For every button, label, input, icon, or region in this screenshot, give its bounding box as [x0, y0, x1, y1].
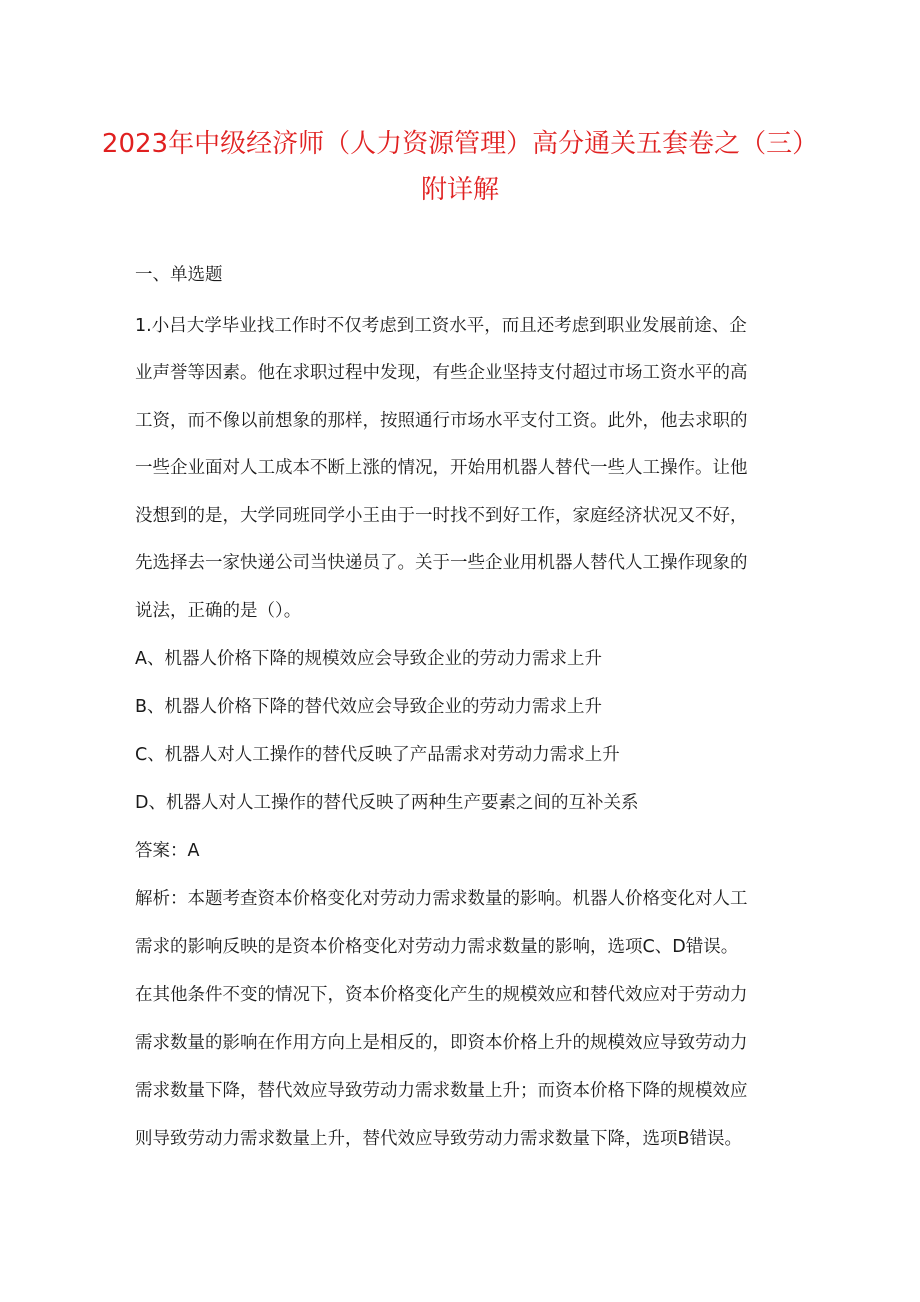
answer: 答案：A	[135, 841, 200, 861]
option-a: A、机器人价格下降的规模效应会导致企业的劳动力需求上升	[135, 649, 602, 669]
question-text-line: 一些企业面对人工成本不断上涨的情况，开始用机器人替代一些人工操作。让他	[135, 458, 748, 478]
option-d: D、机器人对人工操作的替代反映了两种生产要素之间的互补关系	[135, 793, 639, 813]
option-c: C、机器人对人工操作的替代反映了产品需求对劳动力需求上升	[135, 745, 620, 765]
analysis-line: 解析：本题考查资本价格变化对劳动力需求数量的影响。机器人价格变化对人工	[135, 889, 748, 909]
question-text-line: 先选择去一家快递公司当快递员了。关于一些企业用机器人替代人工操作现象的	[135, 553, 748, 573]
analysis-line: 需求数量下降，替代效应导致劳动力需求数量上升；而资本价格下降的规模效应	[135, 1081, 748, 1101]
document-title-line2: 附详解	[420, 175, 499, 205]
question-text-line: 1.小吕大学毕业找工作时不仅考虑到工资水平，而且还考虑到职业发展前途、企	[135, 316, 747, 336]
document-title: 2023年中级经济师（人力资源管理）高分通关五套卷之（三）	[101, 129, 819, 159]
question-text-line: 说法，正确的是（）。	[135, 601, 302, 621]
option-b: B、机器人价格下降的替代效应会导致企业的劳动力需求上升	[135, 697, 603, 717]
analysis-line: 在其他条件不变的情况下，资本价格变化产生的规模效应和替代效应对于劳动力	[135, 985, 748, 1005]
question-text-line: 工资，而不像以前想象的那样，按照通行市场水平支付工资。此外，他去求职的	[135, 411, 748, 431]
analysis-line: 需求的影响反映的是资本价格变化对劳动力需求数量的影响，选项C、D错误。	[135, 937, 739, 957]
analysis-line: 需求数量的影响在作用方向上是相反的，即资本价格上升的规模效应导致劳动力	[135, 1033, 748, 1053]
question-text-line: 业声誉等因素。他在求职过程中发现，有些企业坚持支付超过市场工资水平的高	[135, 363, 748, 383]
analysis-line: 则导致劳动力需求数量上升，替代效应导致劳动力需求数量下降，选项B错误。	[135, 1129, 743, 1149]
section-heading: 一、单选题	[135, 265, 223, 285]
question-text-line: 没想到的是，大学同班同学小王由于一时找不到好工作，家庭经济状况又不好，	[135, 506, 748, 526]
